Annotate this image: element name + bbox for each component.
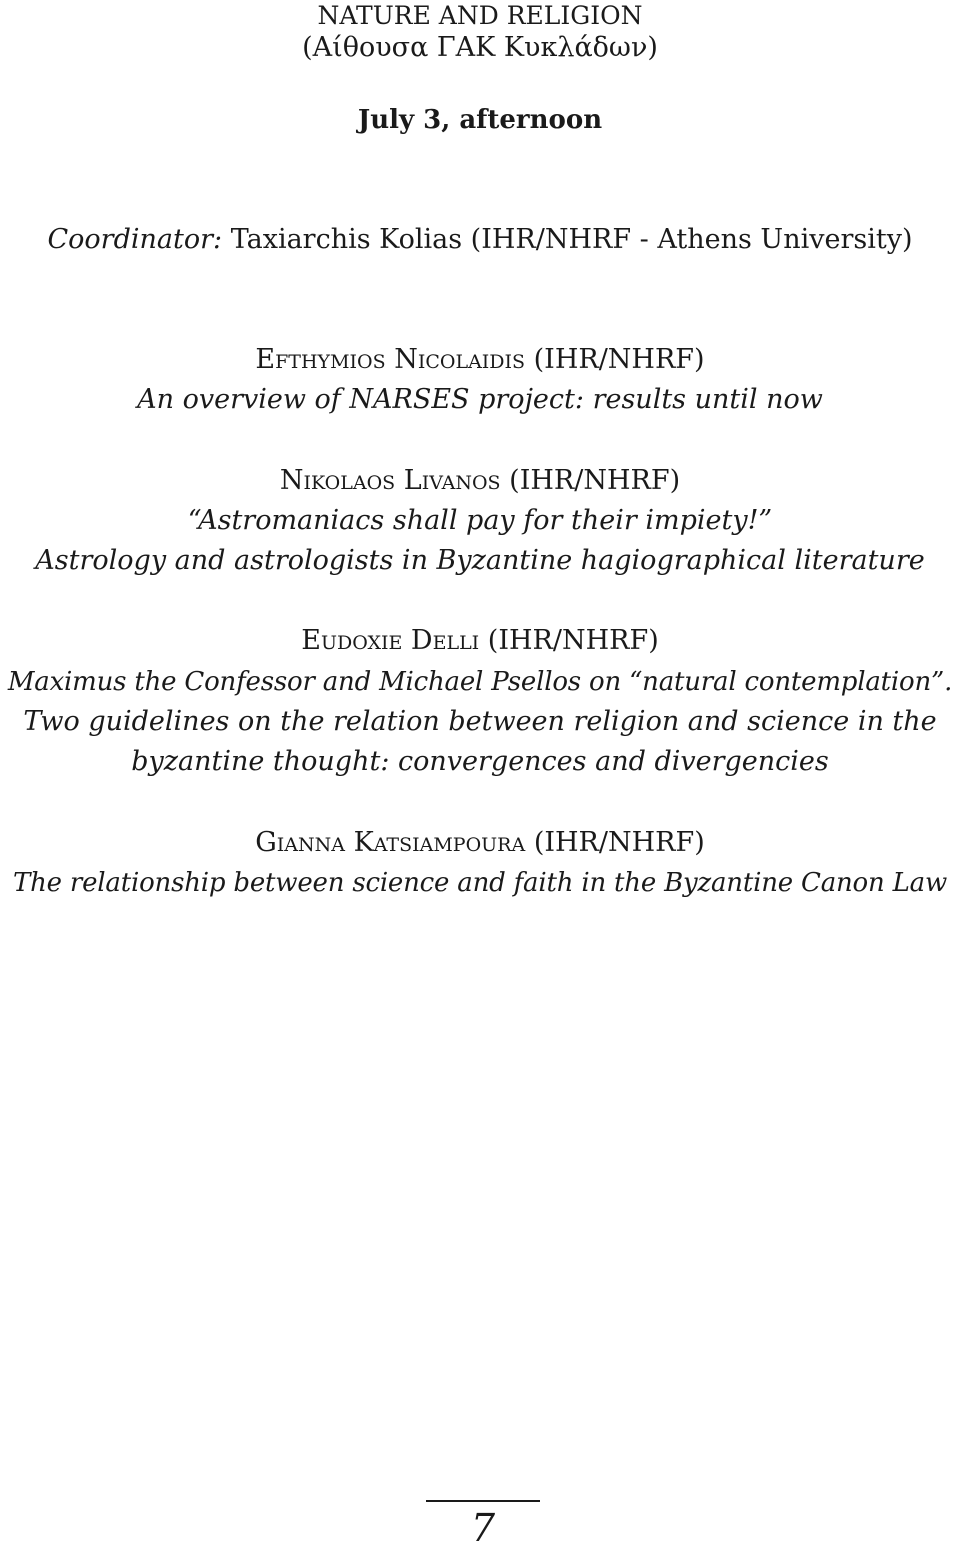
- speaker-name: Efthymios Nicolaidis: [255, 344, 526, 375]
- footer-rule: [426, 1500, 540, 1502]
- talk-title: Two guidelines on the relation between religion and science in the: [23, 706, 937, 737]
- speaker-name: Nikolaos Livanos: [279, 465, 501, 496]
- talk-speaker-line: [0, 340, 960, 380]
- session-title: NATURE AND RELIGION: [317, 1, 643, 30]
- talk-speaker-line: [0, 823, 960, 863]
- talk-title: byzantine thought: convergences and divergencies: [131, 746, 829, 777]
- coordinator-label: Coordinator:: [47, 224, 223, 255]
- talk-title: Maximus the Confessor and Michael Psellos on “natural contemplation”.: [7, 667, 953, 697]
- session-venue: (Αίθουσα ΓΑΚ Κυκλάδων): [302, 32, 658, 63]
- talk-title: “Astromaniacs shall pay for their impiety!”: [187, 505, 773, 536]
- speaker-affiliation: (IHR/NHRF): [487, 625, 659, 656]
- talk-title: Astrology and astrologists in Byzantine hagiographical literature: [35, 545, 925, 576]
- speaker-affiliation: (IHR/NHRF): [533, 344, 705, 375]
- talk-speaker-line: [0, 461, 960, 501]
- talk-speaker-line: [0, 621, 960, 661]
- speaker-affiliation: (IHR/NHRF): [509, 465, 681, 496]
- page-number: 7: [470, 1506, 496, 1550]
- coordinator-name: Taxiarchis Kolias (IHR/NHRF - Athens University): [230, 224, 913, 255]
- speaker-affiliation: (IHR/NHRF): [533, 827, 705, 858]
- speaker-name: Gianna Katsiampoura: [255, 827, 526, 858]
- speaker-name: Eudoxie Delli: [301, 625, 480, 656]
- session-date: July 3, afternoon: [357, 105, 603, 135]
- talk-title: The relationship between science and faith in the Byzantine Canon Law: [12, 868, 948, 898]
- coordinator-line: [0, 220, 960, 260]
- talk-title: An overview of NARSES project: results until now: [137, 384, 823, 415]
